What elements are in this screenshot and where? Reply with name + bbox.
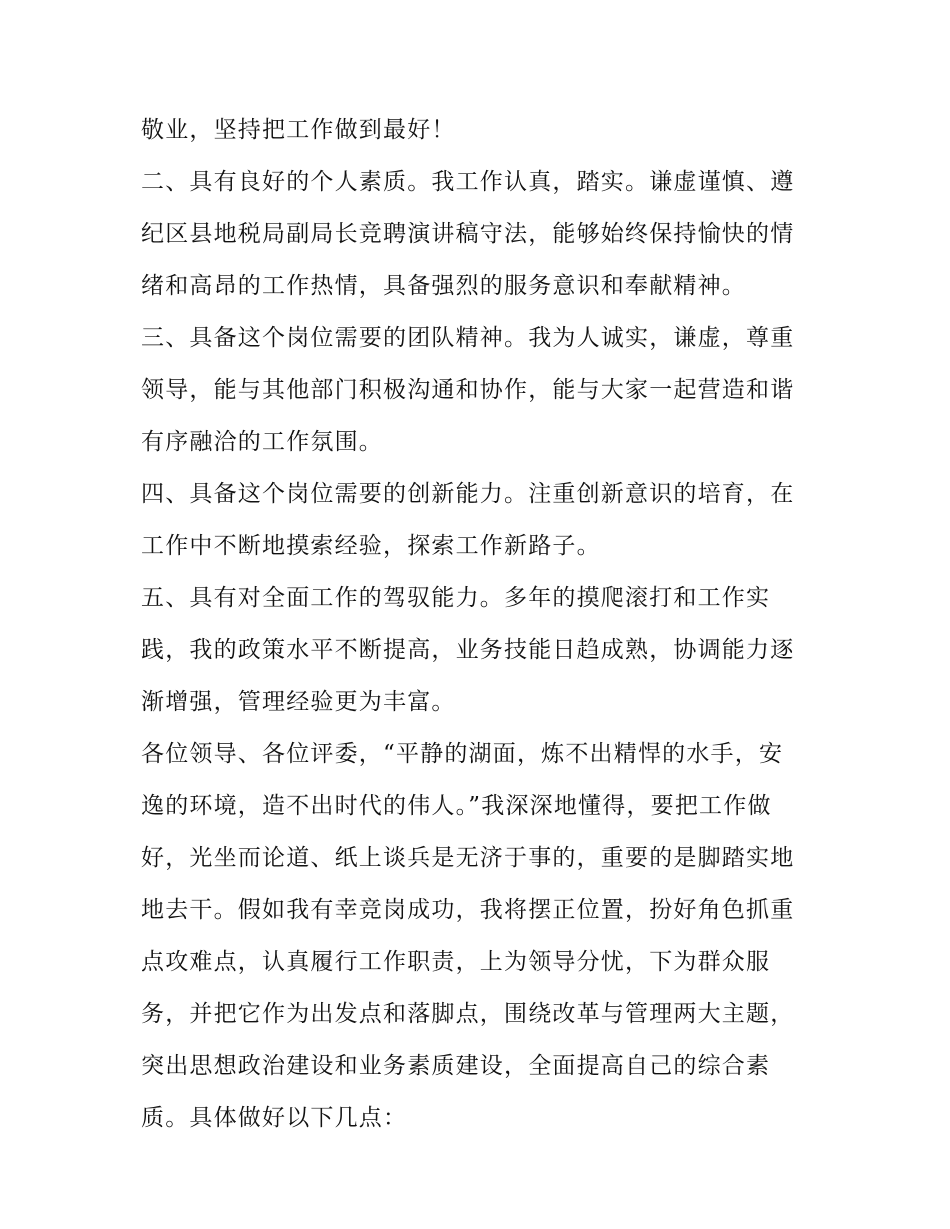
text-line: 三、具备这个岗位需要的团队精神。我为人诚实，谦虚，尊重 (141, 325, 795, 351)
text-line: 纪区县地税局副局长竞聘演讲稿守法，能够始终保持愉快的情 (141, 221, 795, 247)
text-line: 四、具备这个岗位需要的创新能力。注重创新意识的培育，在 (141, 481, 795, 507)
text-line: 地去干。假如我有幸竞岗成功，我将摆正位置，扮好角色抓重 (141, 897, 795, 923)
text-line: 二、具有良好的个人素质。我工作认真，踏实。谦虚谨慎、遵 (141, 169, 795, 195)
text-line: 好，光坐而论道、纸上谈兵是无济于事的，重要的是脚踏实地 (141, 845, 795, 871)
text-line: 质。具体做好以下几点： (141, 1105, 408, 1131)
text-line: 领导，能与其他部门积极沟通和协作，能与大家一起营造和谐 (141, 377, 795, 403)
text-line: 践，我的政策水平不断提高，业务技能日趋成熟，协调能力逐 (141, 637, 795, 663)
text-line: 绪和高昂的工作热情，具备强烈的服务意识和奉献精神。 (141, 273, 746, 299)
text-line: 务，并把它作为出发点和落脚点，围绕改革与管理两大主题， (141, 1001, 795, 1027)
text-line: 有序融洽的工作氛围。 (141, 429, 383, 455)
text-line: 逸的环境，造不出时代的伟人。”我深深地懂得，要把工作做 (141, 793, 772, 819)
text-line: 五、具有对全面工作的驾驭能力。多年的摸爬滚打和工作实 (141, 585, 771, 611)
text-line: 敬业，坚持把工作做到最好！ (141, 117, 456, 143)
text-line: 工作中不断地摸索经验，探索工作新路子。 (141, 533, 601, 559)
document-body (141, 104, 813, 1144)
text-line: 渐增强，管理经验更为丰富。 (141, 689, 456, 715)
text-line: 各位领导、各位评委，“平静的湖面，炼不出精悍的水手，安 (141, 741, 784, 767)
text-line: 突出思想政治建设和业务素质建设，全面提高自己的综合素 (141, 1053, 771, 1079)
text-line: 点攻难点，认真履行工作职责，上为领导分忧，下为群众服 (141, 949, 771, 975)
